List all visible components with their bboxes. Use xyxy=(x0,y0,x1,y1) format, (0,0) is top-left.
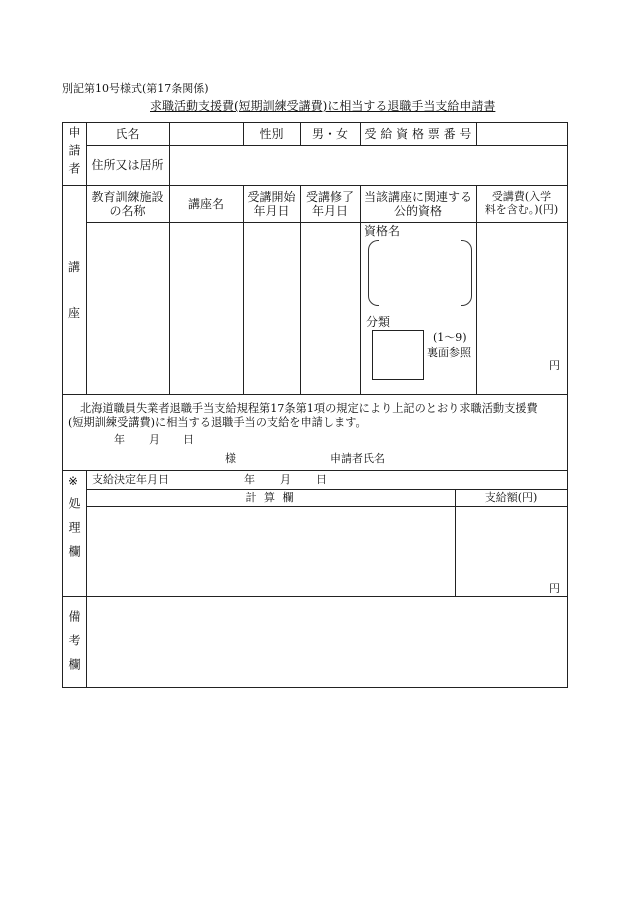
page-title: 求職活動支援費(短期訓練受講費)に相当する退職手当支給申請書 xyxy=(150,99,496,113)
decision-day: 日 xyxy=(316,473,327,486)
col-facility-header: 教育訓練施設 の名称 xyxy=(91,190,164,219)
statement-year: 年 xyxy=(114,433,125,446)
address-label: 住所又は居所 xyxy=(91,158,164,172)
facility-name-field[interactable] xyxy=(87,223,168,393)
gender-label: 性別 xyxy=(259,127,284,141)
col-start-header: 受講開始 年月日 xyxy=(247,190,296,219)
fee-unit: 円 xyxy=(549,359,560,372)
amount-unit: 円 xyxy=(549,582,560,595)
col-qual-header: 当該講座に関連する 公的資格 xyxy=(363,190,472,219)
cert-number-label: 受 給 資 格 票 番 号 xyxy=(364,127,472,141)
calc-field[interactable] xyxy=(87,507,454,595)
category-label: 分類 xyxy=(366,315,391,329)
decision-date-label: 支給決定年月日 xyxy=(92,473,169,486)
end-date-field[interactable] xyxy=(301,223,359,393)
processing-side-label: 処理欄 xyxy=(67,497,81,569)
decision-year: 年 xyxy=(244,473,255,486)
name-label: 氏名 xyxy=(115,127,140,141)
course-side-label-2: 座 xyxy=(68,306,81,320)
calc-label: 計 算 欄 xyxy=(245,491,296,504)
category-box[interactable] xyxy=(372,330,424,380)
remarks-side-label: 備考欄 xyxy=(67,610,81,682)
category-range: (1～9) xyxy=(433,331,467,344)
form-id: 別記第10号様式(第17条関係) xyxy=(62,82,209,95)
col-end-header: 受講修了 年月日 xyxy=(305,190,354,219)
applicant-side-label: 申請者 xyxy=(67,126,81,180)
col-course-header: 講座名 xyxy=(187,197,224,211)
remarks-field[interactable] xyxy=(87,597,566,686)
statement-day: 日 xyxy=(183,433,194,446)
qual-name-label: 資格名 xyxy=(364,224,401,238)
start-date-field[interactable] xyxy=(244,223,299,393)
name-field[interactable] xyxy=(170,123,242,144)
gender-options[interactable]: 男・女 xyxy=(311,127,348,141)
statement-line-2: (短期訓練受講費)に相当する退職手当の支給を申請します。 xyxy=(68,416,367,429)
qual-name-field[interactable] xyxy=(368,240,472,306)
category-ref: 裏面参照 xyxy=(427,346,471,359)
processing-mark: ※ xyxy=(68,474,79,488)
amount-label: 支給額(円) xyxy=(484,491,538,504)
statement-month: 月 xyxy=(149,433,160,446)
col-fee-header: 受講費(入学 料を含む。)(円) xyxy=(484,190,559,217)
course-name-field[interactable] xyxy=(170,223,242,393)
addressee-label: 様 xyxy=(225,452,236,465)
statement-line-1: 北海道職員失業者退職手当支給規程第17条第1項の規定により上記のとおり求職活動支援費 xyxy=(80,402,538,415)
course-side-label-1: 講 xyxy=(68,260,81,274)
decision-month: 月 xyxy=(280,473,291,486)
applicant-name-label: 申請者氏名 xyxy=(330,452,385,465)
address-field[interactable] xyxy=(170,146,566,184)
cert-number-field[interactable] xyxy=(477,123,566,144)
